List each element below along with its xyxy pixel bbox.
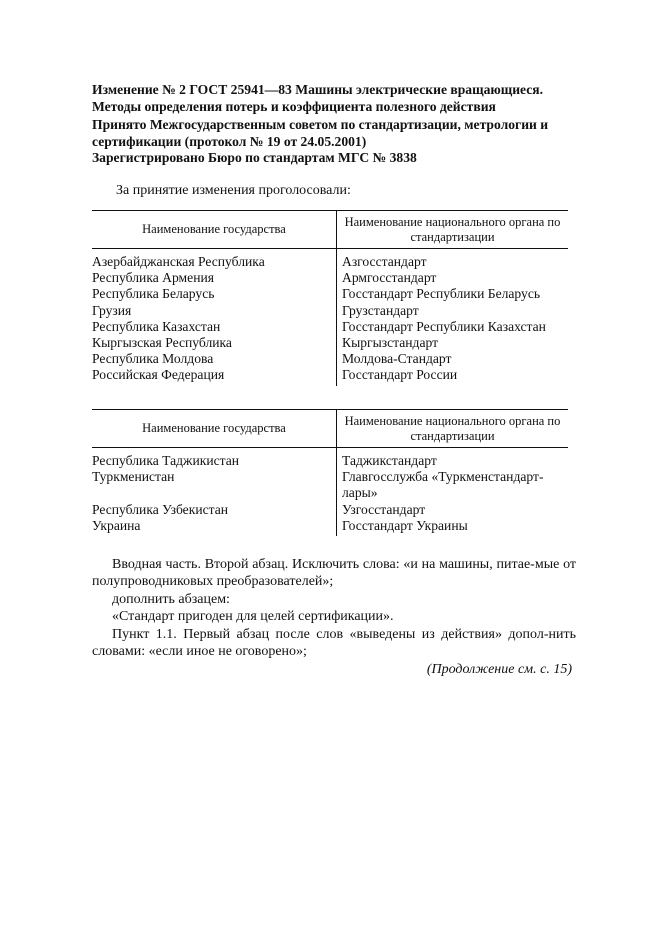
- state-name: Республика Таджикистан: [92, 453, 240, 468]
- state-name: Республика Казахстан: [92, 318, 221, 334]
- table-row: [92, 448, 568, 470]
- table-row: [92, 502, 568, 518]
- standards-body: Узгосстандарт: [337, 502, 569, 518]
- registered-text: Зарегистрировано Бюро по стандартам МГС № 3838: [92, 150, 417, 165]
- column-header-body: Наименование национального органа по стандартизации: [337, 211, 569, 249]
- state-name: Туркменистан: [92, 469, 175, 485]
- standards-body: Госстандарт Украины: [337, 518, 569, 536]
- adopted-text: Принято Межгосударственным советом по стандартизации, метрологии и сертификации (протокол № 19 от 24.05.2001): [92, 117, 549, 149]
- table-row: [92, 351, 568, 367]
- standards-body: Главгосслужба «Туркменстандарт-лары»: [337, 469, 569, 501]
- column-header-body: Наименование национального органа по стандартизации: [337, 410, 569, 448]
- standards-body: Госстандарт России: [337, 367, 569, 385]
- column-header-state: Наименование государства: [92, 410, 337, 448]
- standards-body: Армгосстандарт: [337, 270, 569, 286]
- table-row: [92, 270, 568, 286]
- standards-body: Таджикстандарт: [337, 448, 569, 470]
- state-name: Республика Молдова: [92, 351, 214, 367]
- amendment-title: Изменение № 2 ГОСТ 25941—83 Машины электрические вращающиеся. Методы определения потерь и коэффициента полезного действия: [92, 82, 544, 114]
- paragraph-clause: Пункт 1.1. Первый абзац после слов «выведены из действия» допол-нить словами: «если иное не оговорено»;: [92, 626, 576, 660]
- state-name: Азербайджанская Республика: [92, 254, 265, 269]
- adoption-note: [92, 117, 582, 167]
- table-row: [92, 303, 568, 319]
- paragraph-intro: Вводная часть. Второй абзац. Исключить слова: «и на машины, питае-мые от полупроводниковых преобразователей»;: [92, 557, 576, 590]
- paragraph-supplement: дополнить абзацем:: [112, 591, 230, 607]
- standards-body: Азгосстандарт: [337, 249, 569, 271]
- amendment-body: [92, 556, 576, 660]
- table-row: [92, 249, 568, 271]
- column-header-state: Наименование государства: [92, 211, 337, 249]
- continuation-note: (Продолжение см. с. 15): [426, 662, 572, 677]
- state-name: Республика Беларусь: [92, 286, 215, 302]
- table-row: [92, 367, 568, 385]
- state-name: Грузия: [92, 302, 132, 318]
- state-name: Республика Армения: [92, 270, 214, 286]
- standards-body: Госстандарт Республики Беларусь: [337, 286, 569, 302]
- standards-body: Молдова-Стандарт: [337, 351, 569, 367]
- standards-body: Госстандарт Республики Казахстан: [337, 319, 569, 335]
- states-table-2: [92, 409, 568, 536]
- table-row: [92, 518, 568, 536]
- paragraph-quote: «Стандарт пригоден для целей сертификации».: [112, 609, 394, 625]
- states-table-1: [92, 210, 568, 386]
- standards-body: Кыргызстандарт: [337, 335, 569, 351]
- table-row: [92, 469, 568, 501]
- vote-intro: За принятие изменения проголосовали:: [116, 183, 351, 198]
- state-name: Кыргызская Республика: [92, 335, 232, 351]
- state-name: Российская Федерация: [92, 367, 225, 383]
- table-row: [92, 319, 568, 335]
- standards-body: Грузстандарт: [337, 303, 569, 319]
- state-name: Республика Узбекистан: [92, 501, 229, 517]
- state-name: Украина: [92, 517, 141, 533]
- table-row: [92, 286, 568, 302]
- table-row: [92, 335, 568, 351]
